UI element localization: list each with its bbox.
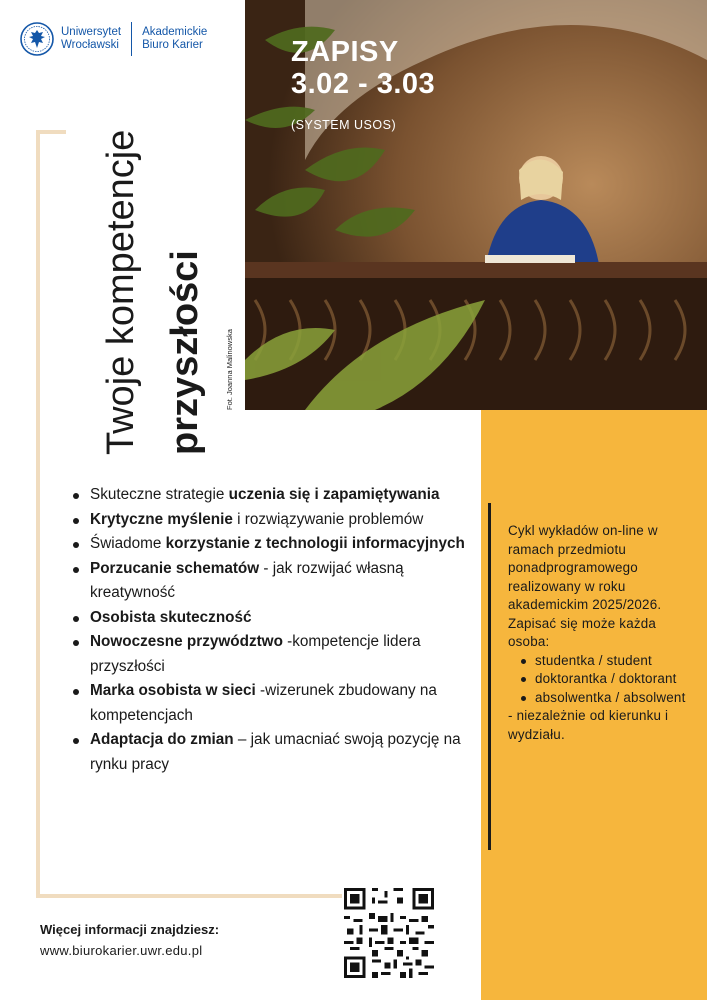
university-eagle-emblem-icon xyxy=(20,22,54,56)
panel-outro: - niezależnie od kierunku i wydziału. xyxy=(508,708,669,742)
enrollment-heading xyxy=(291,36,435,100)
decorative-bracket xyxy=(36,130,40,898)
qr-code-icon[interactable] xyxy=(344,888,434,978)
list-item: Osobista skuteczność xyxy=(73,606,473,631)
list-item: absolwentka / absolwent xyxy=(508,689,700,708)
list-item: doktorantka / doktorant xyxy=(508,670,700,689)
more-info-label: Więcej informacji znajdziesz: xyxy=(40,922,220,937)
list-item: Adaptacja do zmian – jak umacniać swoją pozycję na rynku pracy xyxy=(73,728,473,777)
list-item: studentka / student xyxy=(508,652,700,671)
logo-divider xyxy=(131,22,132,56)
list-item: Świadome korzystanie z technologii informacyjnych xyxy=(73,532,473,557)
list-item: Marka osobista w sieci -wizerunek zbudowany na kompetencjach xyxy=(73,679,473,728)
list-item: Porzucanie schematów - jak rozwijać własną kreatywność xyxy=(73,557,473,606)
info-panel-text xyxy=(508,522,700,744)
panel-divider xyxy=(488,503,491,850)
decorative-bracket-bottom xyxy=(36,894,342,898)
panel-intro: Cykl wykładów on-line w ramach przedmiotu ponadprogramowego realizowany w roku akademickim 2025/2026. xyxy=(508,523,662,612)
enrollment-label: ZAPISY xyxy=(291,36,399,68)
enrollment-system: (SYSTEM USOS) xyxy=(291,118,397,132)
enrollment-dates: 3.02 - 3.03 xyxy=(291,68,436,100)
panel-who: Zapisać się może każda osoba: xyxy=(508,615,657,649)
career-office-name: Akademickie Biuro Karier xyxy=(142,26,208,51)
photo-credit: Fot. Joanna Malinowska xyxy=(225,329,234,410)
university-name: Uniwersytet Wrocławski xyxy=(61,26,122,51)
title-line2: przyszłości xyxy=(164,250,206,455)
website-link[interactable]: www.biurokarier.uwr.edu.pl xyxy=(40,943,203,958)
list-item: Krytyczne myślenie i rozwiązywanie problemów xyxy=(73,508,473,533)
title-line1: Twoje kompetencje xyxy=(100,129,142,455)
university-logo xyxy=(20,22,207,56)
decorative-bracket-top xyxy=(36,130,66,134)
topics-list xyxy=(73,483,473,777)
poster-title xyxy=(100,130,206,455)
audience-list xyxy=(508,652,700,708)
list-item: Skuteczne strategie uczenia się i zapamiętywania xyxy=(73,483,473,508)
list-item: Nowoczesne przywództwo -kompetencje lidera przyszłości xyxy=(73,630,473,679)
